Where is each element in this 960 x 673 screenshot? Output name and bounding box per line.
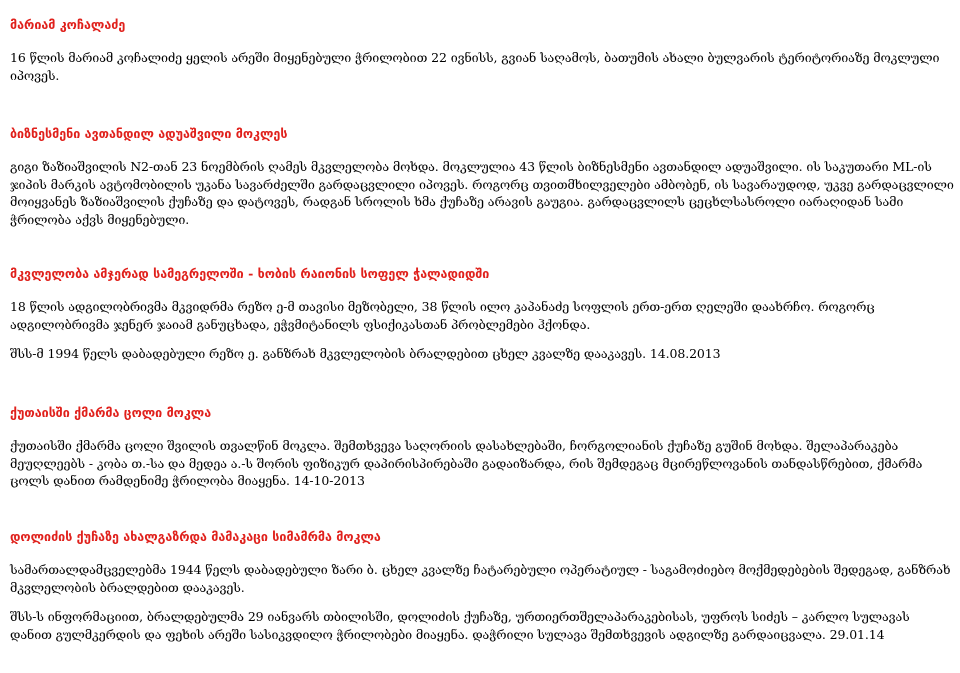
- article-paragraph: 16 წლის მარიამ კოჩალიძე ყელის არეში მიყენებული ჭრილობით 22 ივნისს, გვიან საღამოს, ბათუმის ახალი ბულვარის ტერიტორიაზე მოკლული იპოვეს.: [10, 50, 940, 83]
- article-paragraph: შსს-მ 1994 წელს დაბადებული რეზო ე. განზრახ მკვლელობის ბრალდებით ცხელ კვალზე დააკავეს. 14.08.2013: [10, 346, 721, 361]
- article-paragraph: სამართალდამცველებმა 1944 წელს დაბადებული ზარი ბ. ცხელ კვალზე ჩატარებული ოპერატიულ - საგამოძიებო მოქმედებების შედეგად, განზრახ მკვლელობის ბრალდებით დააკავეს.: [10, 562, 951, 595]
- article-1: [10, 17, 954, 84]
- article-headline[interactable]: მკვლელობა ამჯერად სამეგრელოში - ხობის რაიონის სოფელ ჭალადიდში: [10, 266, 490, 281]
- article-headline[interactable]: დოლიძის ქუჩაზე ახალგაზრდა მამაკაცი სიმამრმა მოკლა: [10, 529, 381, 544]
- article-paragraph: გიგი ზაზიაშვილის N2-თან 23 ნოემბრის ღამეს მკვლელობა მოხდა. მოკლულია 43 წლის ბიზნესმენი ავთანდილ ადუაშვილი. ის საკუთარი ML-ის ჯიპის მარკის ავტომობილის უკანა სავარძელში გარდაცვლილი იპოვეს. როგორც თვითმხილველები ამბობენ, ის სავარაუდოდ, უკვე გარდაცვლილი მოიყვანეს ზაზიაშვილის ქუჩაზე და დატოვეს, რადგან სროლის ხმა ქუჩაზე არავის გაუგია. გარდაცვლილს ცეცხლსასროლი იარაღიდან სამი ჭრილობა აქვს მიყენებული.: [10, 159, 954, 227]
- article-headline[interactable]: მარიამ კოჩალაძე: [10, 17, 126, 32]
- article-headline[interactable]: ბიზნესმენი ავთანდილ ადუაშვილი მოკლეს: [10, 126, 288, 141]
- article-2: [10, 126, 954, 228]
- article-headline[interactable]: ქუთაისში ქმარმა ცოლი მოკლა: [10, 405, 212, 420]
- article-3: [10, 266, 954, 363]
- article-paragraph: შსს-ს ინფორმაციით, ბრალდებულმა 29 იანვარს თბილისში, დოლიძის ქუჩაზე, ურთიერთშელაპარაკებისას, უფროს სიძეს – კარლო სულავას დანით გულმკერდის და ფეხის არეში სასიკვდილო ჭრილობები მიაყენა. დაჭრილი სულავა შემთხვევის ადგილზე გარდაიცვალა. 29.01.14: [10, 609, 910, 642]
- article-paragraph: ქუთაისში ქმარმა ცოლი შვილის თვალწინ მოკლა. შემთხვევა საღორიის დასახლებაში, ჩორგოლიანის ქუჩაზე გუშინ მოხდა. შელაპარაკება მეუღლეებს - კობა თ.-სა და მედეა ა.-ს შორის ფიზიკურ დაპირისპირებაში გადაიზარდა, რის შემდეგაც მცირეწლოვანის თანდასწრებით, ქმარმა ცოლს დანით რამდენიმე ჭრილობა მიაყენა. 14-10-2013: [10, 438, 923, 488]
- article-paragraph: 18 წლის ადგილობრივმა მკვიდრმა რეზო ე-მ თავისი მეზობელი, 38 წლის ილო კაპანაძე სოფლის ერთ-ერთ ღელეში დაახრჩო. როგორც ადგილობრივმა ჯენერ ჯაიამ განუცხადა, ეჭვმიტანილს ფსიქიკასთან პრობლემები ჰქონდა.: [10, 299, 875, 332]
- article-4: [10, 405, 954, 490]
- article-5: [10, 529, 954, 643]
